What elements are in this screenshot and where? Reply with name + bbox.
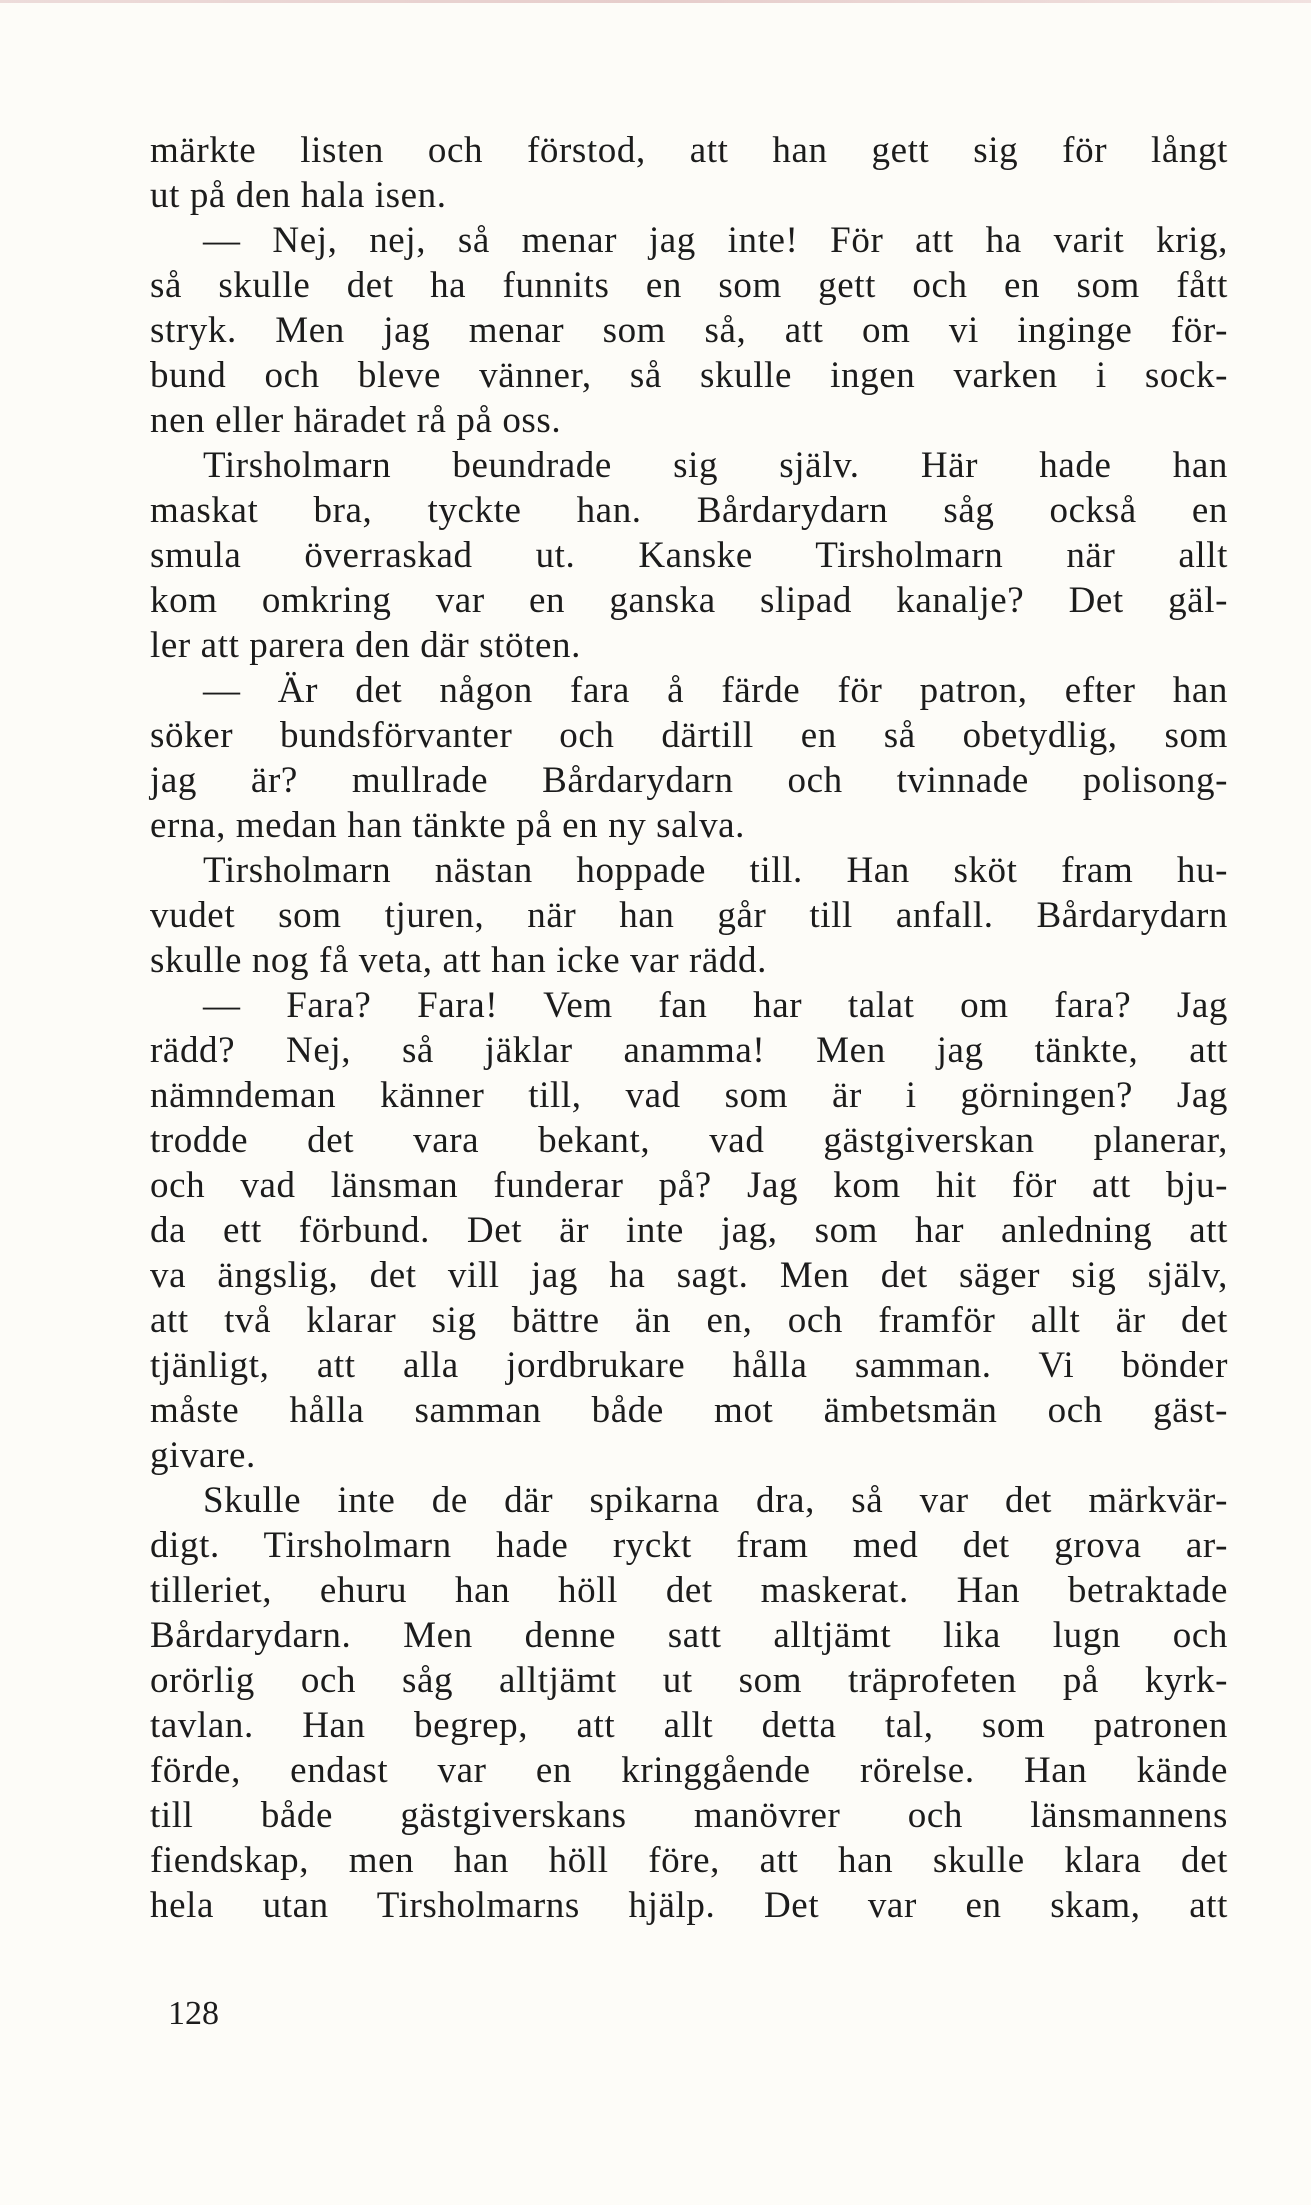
- text-line: va ängslig, det vill jag ha sagt. Men det säger sig själv,: [150, 1255, 1228, 1296]
- text-line: orörlig och såg alltjämt ut som träprofeten på kyrk-: [150, 1660, 1228, 1701]
- text-line: — Nej, nej, så menar jag inte! För att ha varit krig,: [203, 220, 1228, 261]
- text-line: trodde det vara bekant, vad gästgiverskan planerar,: [150, 1120, 1228, 1161]
- text-line: skulle nog få veta, att han icke var rädd.: [150, 940, 767, 981]
- text-line: vudet som tjuren, när han går till anfall. Bårdarydarn: [150, 895, 1228, 936]
- text-line: märkte listen och förstod, att han gett sig för långt: [150, 130, 1228, 171]
- text-line: bund och bleve vänner, så skulle ingen varken i sock-: [150, 355, 1228, 396]
- text-line: tilleriet, ehuru han höll det maskerat. Han betraktade: [150, 1570, 1228, 1611]
- text-line: kom omkring var en ganska slipad kanalje? Det gäl-: [150, 580, 1228, 621]
- body-text: [150, 128, 1228, 1928]
- text-line: jag är? mullrade Bårdarydarn och tvinnade polisong-: [150, 760, 1228, 801]
- text-line: söker bundsförvanter och därtill en så obetydlig, som: [150, 715, 1228, 756]
- text-line: maskat bra, tyckte han. Bårdarydarn såg också en: [150, 490, 1228, 531]
- text-line: tavlan. Han begrep, att allt detta tal, som patronen: [150, 1705, 1228, 1746]
- text-line: givare.: [150, 1435, 256, 1476]
- text-line: ler att parera den där stöten.: [150, 625, 581, 666]
- page-number: 128: [168, 1995, 219, 2032]
- text-line: förde, endast var en kringgående rörelse. Han kände: [150, 1750, 1228, 1791]
- text-line: tjänligt, att alla jordbrukare hålla samman. Vi bönder: [150, 1345, 1228, 1386]
- text-line: stryk. Men jag menar som så, att om vi inginge för-: [150, 310, 1228, 351]
- page-top-edge: [0, 0, 1311, 3]
- text-line: så skulle det ha funnits en som gett och en som fått: [150, 265, 1228, 306]
- text-line: till både gästgiverskans manövrer och länsmannens: [150, 1795, 1228, 1836]
- text-line: Tirsholmarn beundrade sig själv. Här hade han: [203, 445, 1228, 486]
- text-line: fiendskap, men han höll före, att han skulle klara det: [150, 1840, 1228, 1881]
- text-line: smula överraskad ut. Kanske Tirsholmarn när allt: [150, 535, 1228, 576]
- text-line: rädd? Nej, så jäklar anamma! Men jag tänkte, att: [150, 1030, 1228, 1071]
- text-line: nämndeman känner till, vad som är i görningen? Jag: [150, 1075, 1228, 1116]
- text-line: digt. Tirsholmarn hade ryckt fram med det grova ar-: [150, 1525, 1228, 1566]
- text-line: Tirsholmarn nästan hoppade till. Han sköt fram hu-: [203, 850, 1228, 891]
- text-line: Skulle inte de där spikarna dra, så var det märkvär-: [203, 1480, 1228, 1521]
- text-line: att två klarar sig bättre än en, och framför allt är det: [150, 1300, 1228, 1341]
- text-line: Bårdarydarn. Men denne satt alltjämt lika lugn och: [150, 1615, 1228, 1656]
- text-line: erna, medan han tänkte på en ny salva.: [150, 805, 746, 846]
- text-line: och vad länsman funderar på? Jag kom hit för att bju-: [150, 1165, 1228, 1206]
- text-line: hela utan Tirsholmarns hjälp. Det var en skam, att: [150, 1885, 1228, 1926]
- text-line: ut på den hala isen.: [150, 175, 447, 216]
- text-line: — Är det någon fara å färde för patron, efter han: [203, 670, 1228, 711]
- text-line: da ett förbund. Det är inte jag, som har anledning att: [150, 1210, 1228, 1251]
- text-line: nen eller häradet rå på oss.: [150, 400, 562, 441]
- text-line: — Fara? Fara! Vem fan har talat om fara? Jag: [203, 985, 1228, 1026]
- text-line: måste hålla samman både mot ämbetsmän och gäst-: [150, 1390, 1228, 1431]
